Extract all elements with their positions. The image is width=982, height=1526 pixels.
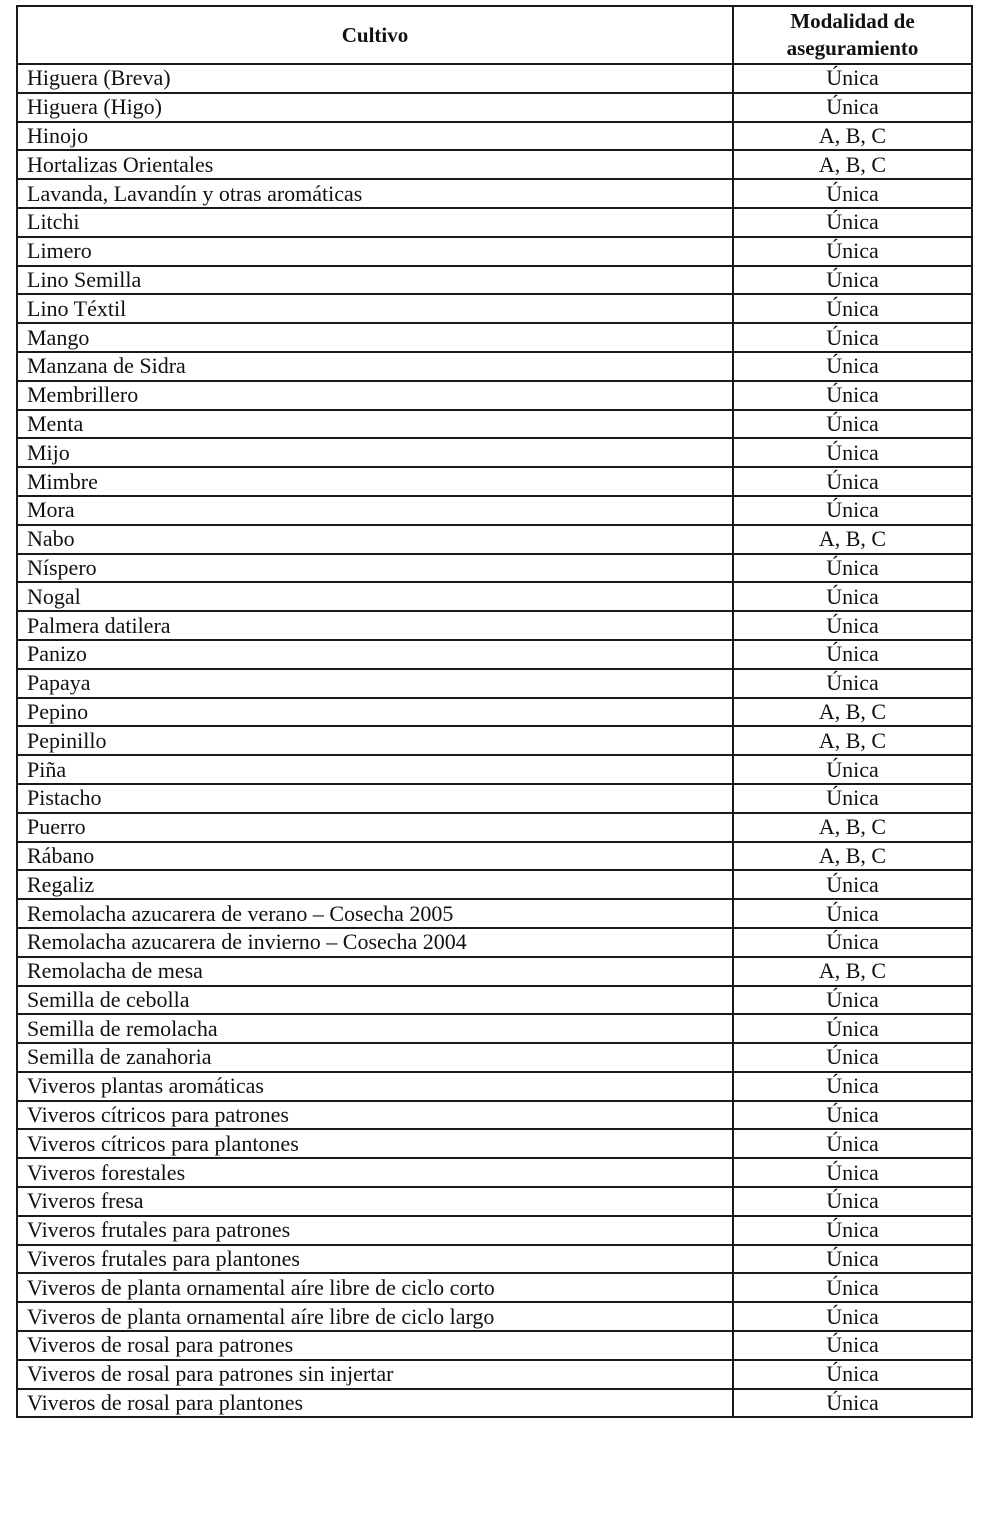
cell-modalidad: A, B, C [733,150,972,179]
table-row [17,726,972,755]
table-row [17,928,972,957]
header-modalidad-line2: aseguramiento [786,36,919,60]
cell-modalidad: Única [733,237,972,266]
cell-modalidad: Única [733,1129,972,1158]
table-row [17,1187,972,1216]
cell-cultivo: Semilla de cebolla [17,986,733,1015]
cell-cultivo: Viveros de planta ornamental aíre libre de ciclo largo [17,1302,733,1331]
cell-modalidad: Única [733,1043,972,1072]
cell-cultivo: Lavanda, Lavandín y otras aromáticas [17,179,733,208]
table-row [17,669,972,698]
table-body [17,64,972,1417]
cell-modalidad: Única [733,1302,972,1331]
table-row [17,323,972,352]
cell-cultivo: Membrillero [17,381,733,410]
cell-cultivo: Litchi [17,208,733,237]
cell-modalidad: Única [733,640,972,669]
table-row [17,784,972,813]
crop-table [16,5,973,1418]
table-row [17,1273,972,1302]
cell-modalidad: Única [733,208,972,237]
cell-cultivo: Lino Semilla [17,266,733,295]
cell-cultivo: Viveros cítricos para patrones [17,1101,733,1130]
cell-cultivo: Panizo [17,640,733,669]
table-row [17,554,972,583]
table-row [17,352,972,381]
table-row [17,266,972,295]
table-row [17,1043,972,1072]
cell-cultivo: Nabo [17,525,733,554]
cell-modalidad: Única [733,755,972,784]
header-row [17,6,972,64]
cell-cultivo: Viveros de planta ornamental aíre libre de ciclo corto [17,1273,733,1302]
table-row [17,208,972,237]
cell-cultivo: Viveros forestales [17,1158,733,1187]
table-row [17,813,972,842]
cell-modalidad: Única [733,179,972,208]
cell-cultivo: Remolacha azucarera de verano – Cosecha 2005 [17,899,733,928]
cell-cultivo: Pepinillo [17,726,733,755]
cell-modalidad: Única [733,1273,972,1302]
cell-cultivo: Viveros cítricos para plantones [17,1129,733,1158]
table-row [17,611,972,640]
cell-modalidad: Única [733,64,972,93]
table-row [17,410,972,439]
cell-modalidad: Única [733,266,972,295]
cell-cultivo: Palmera datilera [17,611,733,640]
table-row [17,698,972,727]
cell-modalidad: Única [733,986,972,1015]
table-row [17,496,972,525]
cell-modalidad: Única [733,1158,972,1187]
cell-cultivo: Viveros plantas aromáticas [17,1072,733,1101]
table-row [17,179,972,208]
header-modalidad [733,6,972,64]
table-row [17,122,972,151]
table-row [17,899,972,928]
cell-modalidad: A, B, C [733,957,972,986]
table-row [17,755,972,784]
cell-cultivo: Remolacha de mesa [17,957,733,986]
cell-modalidad: Única [733,899,972,928]
cell-modalidad: Única [733,1216,972,1245]
cell-modalidad: A, B, C [733,122,972,151]
cell-cultivo: Viveros frutales para plantones [17,1245,733,1274]
cell-cultivo: Higuera (Breva) [17,64,733,93]
cell-cultivo: Limero [17,237,733,266]
cell-modalidad: Única [733,1101,972,1130]
cell-cultivo: Mora [17,496,733,525]
cell-modalidad: Única [733,582,972,611]
table-row [17,64,972,93]
cell-modalidad: Única [733,93,972,122]
table-row [17,1129,972,1158]
cell-modalidad: A, B, C [733,726,972,755]
table-row [17,1072,972,1101]
table-row [17,1331,972,1360]
table-row [17,1245,972,1274]
cell-cultivo: Viveros fresa [17,1187,733,1216]
cell-cultivo: Menta [17,410,733,439]
header-modalidad-line1: Modalidad de [790,9,915,33]
cell-modalidad: Única [733,928,972,957]
table-row [17,93,972,122]
table-row [17,525,972,554]
cell-cultivo: Viveros frutales para patrones [17,1216,733,1245]
cell-cultivo: Semilla de zanahoria [17,1043,733,1072]
cell-modalidad: Única [733,554,972,583]
cell-cultivo: Remolacha azucarera de invierno – Cosecha 2004 [17,928,733,957]
cell-cultivo: Manzana de Sidra [17,352,733,381]
cell-cultivo: Viveros de rosal para patrones sin injertar [17,1360,733,1389]
cell-cultivo: Pistacho [17,784,733,813]
cell-cultivo: Mijo [17,438,733,467]
cell-modalidad: Única [733,352,972,381]
table-row [17,1014,972,1043]
cell-cultivo: Piña [17,755,733,784]
cell-cultivo: Semilla de remolacha [17,1014,733,1043]
cell-cultivo: Puerro [17,813,733,842]
table-row [17,1216,972,1245]
cell-modalidad: A, B, C [733,842,972,871]
cell-modalidad: A, B, C [733,525,972,554]
cell-cultivo: Viveros de rosal para plantones [17,1389,733,1418]
cell-cultivo: Pepino [17,698,733,727]
table-row [17,957,972,986]
cell-modalidad: Única [733,496,972,525]
cell-cultivo: Mimbre [17,467,733,496]
cell-modalidad: Única [733,1389,972,1418]
cell-modalidad: Única [733,784,972,813]
cell-cultivo: Hortalizas Orientales [17,150,733,179]
cell-modalidad: Única [733,1014,972,1043]
table-row [17,150,972,179]
table-row [17,381,972,410]
cell-modalidad: Única [733,410,972,439]
cell-modalidad: A, B, C [733,813,972,842]
document-page [16,5,971,1418]
cell-modalidad: Única [733,1072,972,1101]
cell-cultivo: Regaliz [17,870,733,899]
cell-cultivo: Lino Téxtil [17,294,733,323]
cell-cultivo: Mango [17,323,733,352]
table-row [17,870,972,899]
cell-cultivo: Rábano [17,842,733,871]
cell-cultivo: Nogal [17,582,733,611]
table-row [17,1389,972,1418]
table-row [17,294,972,323]
cell-cultivo: Viveros de rosal para patrones [17,1331,733,1360]
header-cultivo: Cultivo [17,6,733,64]
table-row [17,986,972,1015]
cell-cultivo: Hinojo [17,122,733,151]
cell-modalidad: Única [733,467,972,496]
table-row [17,1302,972,1331]
cell-modalidad: A, B, C [733,698,972,727]
cell-modalidad: Única [733,611,972,640]
table-row [17,438,972,467]
cell-cultivo: Higuera (Higo) [17,93,733,122]
cell-modalidad: Única [733,381,972,410]
table-row [17,1360,972,1389]
table-row [17,1158,972,1187]
cell-modalidad: Única [733,1360,972,1389]
table-row [17,1101,972,1130]
table-row [17,237,972,266]
table-row [17,842,972,871]
cell-cultivo: Níspero [17,554,733,583]
table-header [17,6,972,64]
cell-modalidad: Única [733,438,972,467]
table-row [17,467,972,496]
cell-modalidad: Única [733,323,972,352]
cell-modalidad: Única [733,294,972,323]
table-row [17,640,972,669]
cell-modalidad: Única [733,1331,972,1360]
cell-modalidad: Única [733,1187,972,1216]
cell-modalidad: Única [733,669,972,698]
cell-cultivo: Papaya [17,669,733,698]
cell-modalidad: Única [733,870,972,899]
table-row [17,582,972,611]
cell-modalidad: Única [733,1245,972,1274]
